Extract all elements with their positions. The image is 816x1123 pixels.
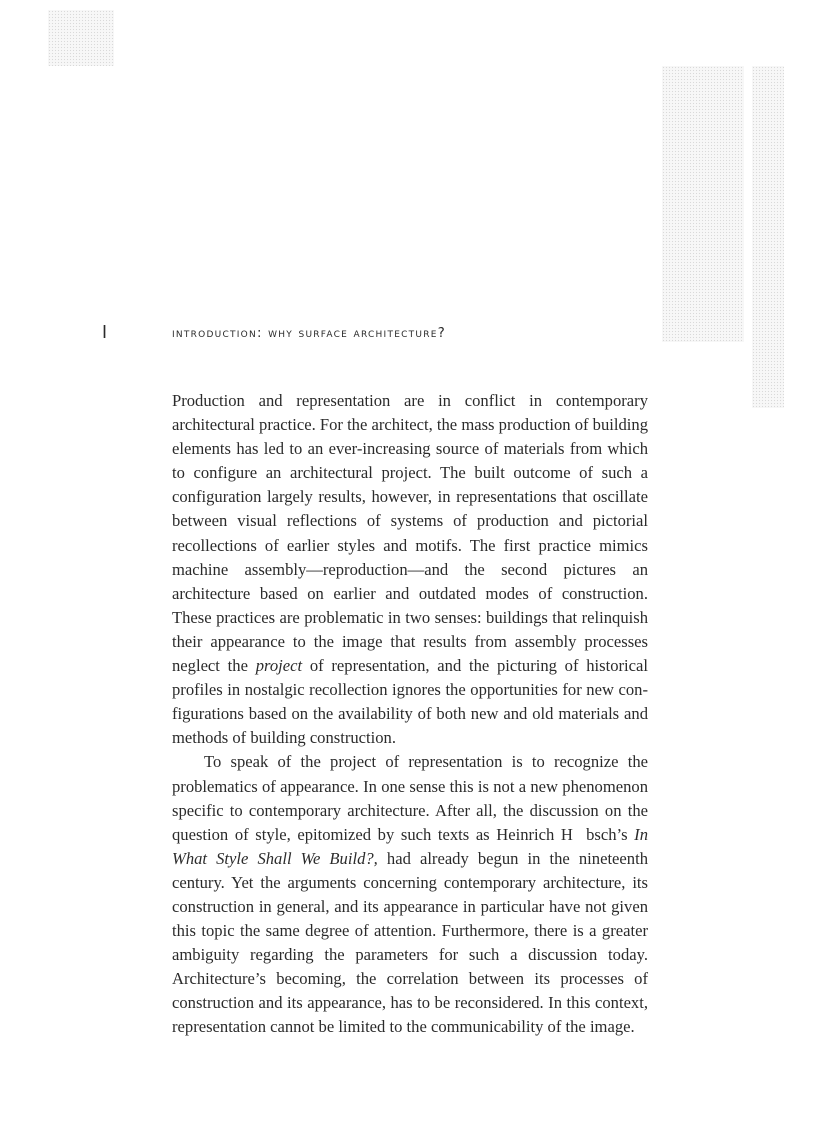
scan-artifact bbox=[48, 10, 114, 66]
paragraph bbox=[172, 389, 648, 750]
paragraph bbox=[172, 750, 648, 1039]
text-run: To speak of the project of representation is to recognize the problematics of appearance. In one sense this is not a new phenomenon specific to contemporary architecture. After all, the discussion on the question of style, epitomized by such texts as Heinrich H bsch’s bbox=[172, 752, 648, 844]
body-text bbox=[172, 389, 648, 1040]
scan-artifact bbox=[752, 66, 784, 408]
chapter-number: I bbox=[102, 322, 108, 342]
text-run: had already begun in the nineteenth century. Yet the arguments concerning contemporary architecture, its construction in general, and its appearance in particular have not given this topic the same degree of attention. Furthermore, there is a greater ambiguity regarding the parameters for such a discussion today. Architecture’s becoming, the correlation between its processes of construction and its appearance, has to be reconsidered. In this context, representation cannot be limited to the communicability of the image. bbox=[172, 848, 648, 1037]
chapter-title: introduction: why surface architecture? bbox=[172, 326, 446, 341]
text-run: of representation, and the picturing of historical profiles in nostalgic recollection ignores the opportunities for new configurations based on the availability of both new and old materials and methods of building construction. bbox=[172, 656, 648, 748]
scan-artifact bbox=[662, 66, 744, 342]
italic-text-run: In What Style Shall We Build?, bbox=[172, 824, 648, 868]
italic-text-run: project bbox=[255, 656, 303, 676]
text-run: Production and representation are in conflict in contemporary architectural practice. For the architect, the mass production of building elements has led to an ever-increasing source of materials from which to configure an architectural project. The built outcome of such a configuration largely results, however, in representations that oscillate between visual reflections of systems of production and pictorial recollections of earlier styles and motifs. The first practice mimics machine assembly—reproduction—and the second pictures an architecture based on earlier and outdated modes of construction. These practices are problematic in two senses: buildings that relinquish their appearance to the image that results from assembly processes neglect the bbox=[172, 391, 648, 676]
